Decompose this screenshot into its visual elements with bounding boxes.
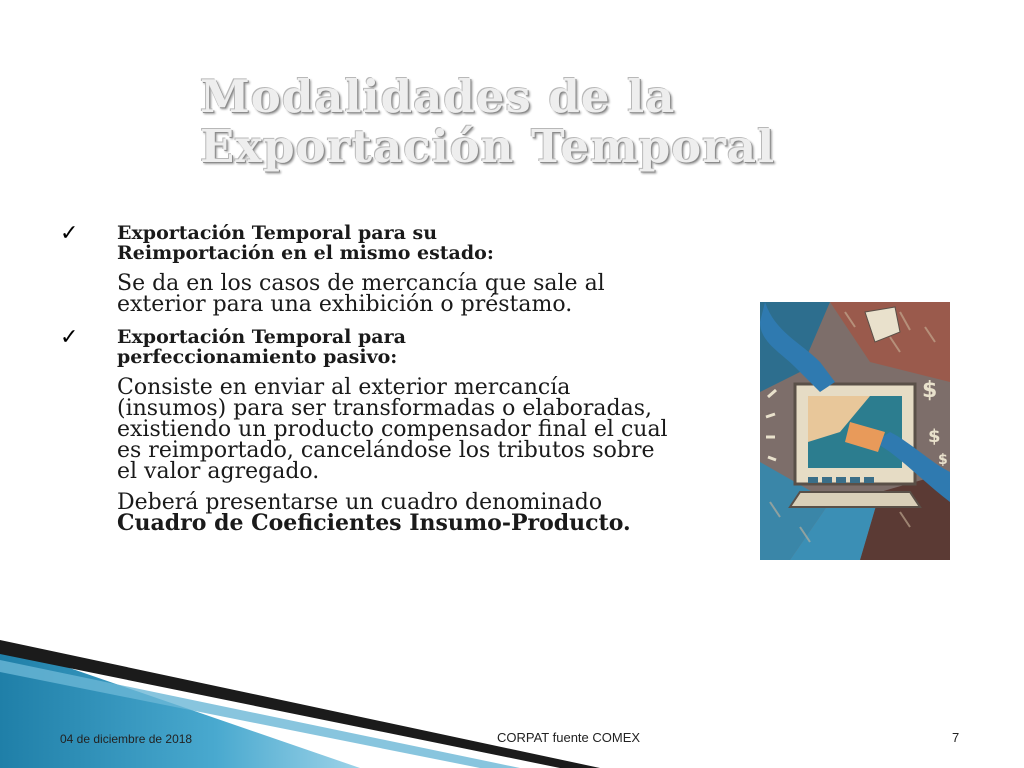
item-2-heading bbox=[117, 327, 680, 367]
footer-source: CORPAT fuente COMEX bbox=[497, 730, 641, 745]
footer-decoration bbox=[0, 640, 1024, 768]
content-body bbox=[60, 223, 680, 534]
list-item-2 bbox=[60, 327, 680, 534]
item-2-heading-line-1: Exportación Temporal para bbox=[117, 326, 406, 348]
list-item-1 bbox=[60, 223, 680, 315]
item-2-paragraph-2 bbox=[117, 492, 680, 534]
title-line-2: Exportación Temporal bbox=[200, 120, 776, 173]
item-1-heading-line-2: Reimportación en el mismo estado: bbox=[117, 242, 494, 264]
item-1-heading bbox=[117, 223, 680, 263]
business-clipart-icon bbox=[760, 302, 950, 560]
footer-date: 04 de diciembre de 2018 bbox=[60, 732, 193, 746]
title-line-1: Modalidades de la bbox=[200, 70, 676, 123]
check-icon: ✓ bbox=[60, 325, 79, 350]
item-2-paragraph-2-bold: Cuadro de Coeficientes Insumo-Producto. bbox=[117, 510, 631, 536]
item-2-heading-line-2: perfeccionamiento pasivo: bbox=[117, 346, 398, 368]
svg-text:$: $ bbox=[938, 452, 948, 468]
page-number: 7 bbox=[952, 730, 960, 745]
svg-text:$: $ bbox=[922, 378, 938, 403]
svg-text:$: $ bbox=[928, 426, 941, 447]
item-1-paragraph: Se da en los casos de mercancía que sale al exterior para una exhibición o préstamo. bbox=[117, 271, 605, 317]
item-1-heading-line-1: Exportación Temporal para su bbox=[117, 222, 438, 244]
item-2-paragraph-2-text: Deberá presentarse un cuadro denominado bbox=[117, 490, 603, 515]
check-icon: ✓ bbox=[60, 221, 79, 246]
item-2-paragraph: Consiste en enviar al exterior mercancía (insumos) para ser transformadas o elaboradas, existiendo un producto compensador final el cual es reimportado, cancelándose los tributos sobre el valor agregado. bbox=[117, 375, 668, 484]
slide-title bbox=[200, 72, 880, 172]
